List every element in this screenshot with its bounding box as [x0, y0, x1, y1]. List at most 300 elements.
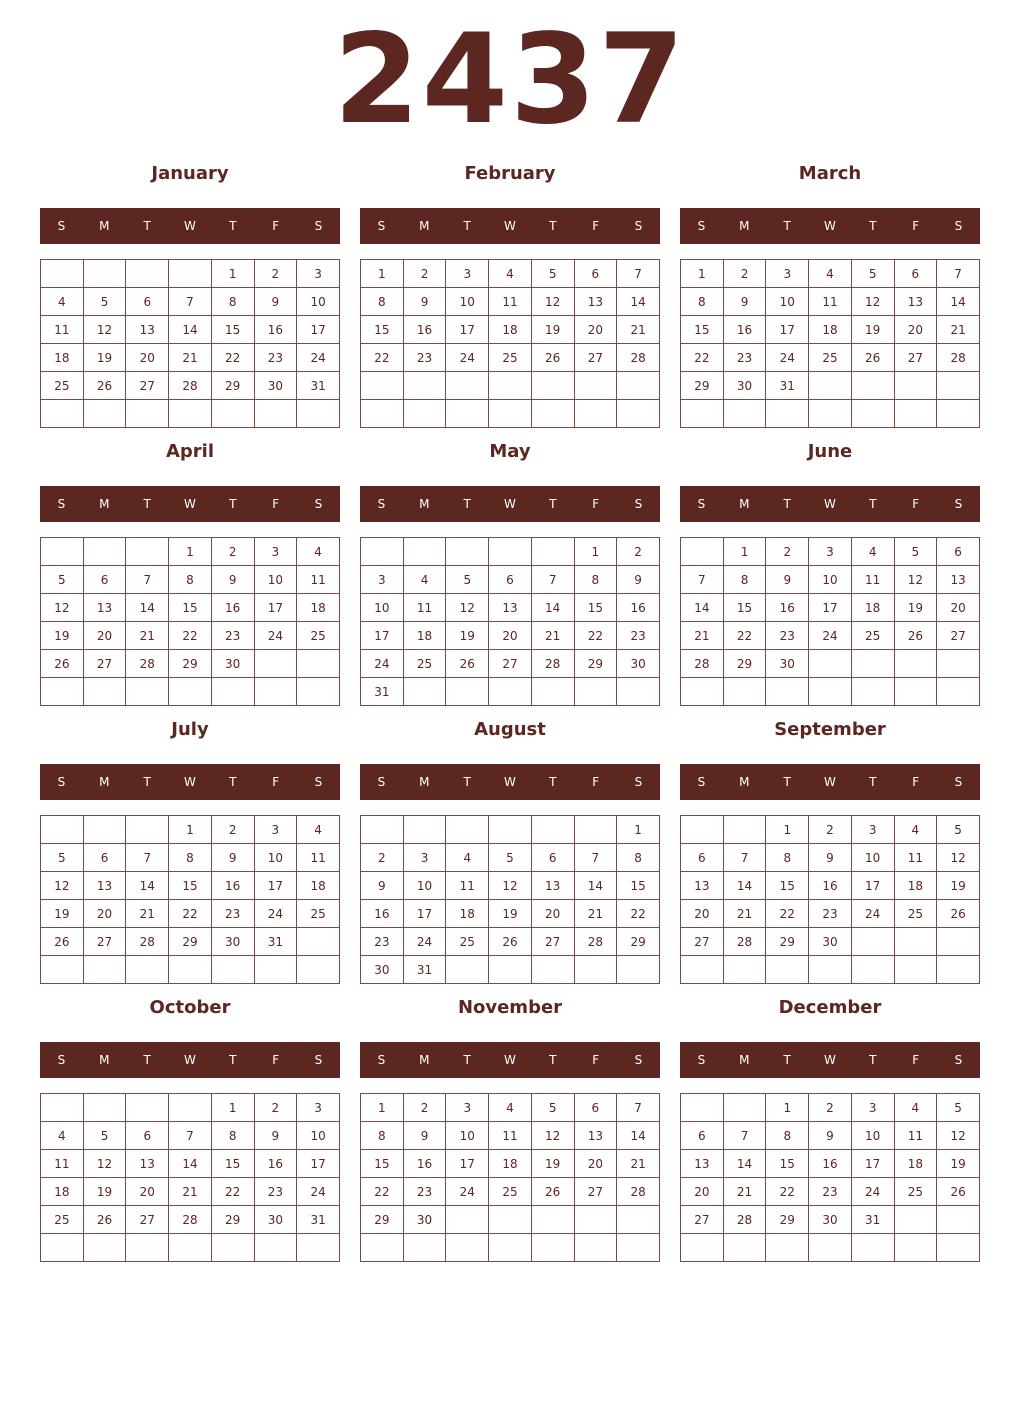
- day-cell: 25: [446, 928, 489, 956]
- empty-day-cell: [361, 816, 404, 844]
- day-cell: 16: [723, 316, 766, 344]
- day-grid: [40, 259, 340, 428]
- day-cell: 23: [211, 900, 254, 928]
- weekday-label: T: [783, 1053, 791, 1067]
- day-cell: 10: [297, 1122, 340, 1150]
- day-cell: 8: [169, 566, 212, 594]
- day-cell: 3: [446, 1094, 489, 1122]
- day-cell: 31: [297, 1206, 340, 1234]
- day-cell: 4: [809, 260, 852, 288]
- day-grid: [40, 815, 340, 984]
- week-row: [361, 1150, 660, 1178]
- day-cell: 15: [361, 316, 404, 344]
- day-cell: 17: [809, 594, 852, 622]
- day-grid: [360, 1093, 660, 1262]
- day-cell: 6: [681, 1122, 724, 1150]
- day-cell: 13: [937, 566, 980, 594]
- day-cell: 21: [723, 1178, 766, 1206]
- day-cell: 17: [403, 900, 446, 928]
- day-cell: 4: [41, 288, 84, 316]
- day-cell: 15: [766, 1150, 809, 1178]
- weekday-header: [40, 1042, 340, 1078]
- weekday-label: S: [954, 775, 963, 789]
- empty-day-cell: [681, 1094, 724, 1122]
- day-cell: 17: [361, 622, 404, 650]
- day-cell: 25: [297, 900, 340, 928]
- day-cell: 27: [937, 622, 980, 650]
- day-cell: 5: [851, 260, 894, 288]
- day-cell: 24: [254, 900, 297, 928]
- day-cell: 29: [169, 650, 212, 678]
- week-row: [681, 928, 980, 956]
- week-row: [41, 260, 340, 288]
- week-row: [41, 956, 340, 984]
- empty-day-cell: [723, 1094, 766, 1122]
- day-cell: 2: [254, 260, 297, 288]
- empty-day-cell: [446, 1206, 489, 1234]
- day-cell: 6: [83, 844, 126, 872]
- day-cell: 26: [937, 1178, 980, 1206]
- day-cell: 27: [681, 1206, 724, 1234]
- day-cell: 13: [894, 288, 937, 316]
- day-cell: 23: [403, 1178, 446, 1206]
- day-cell: 1: [766, 1094, 809, 1122]
- day-cell: 1: [574, 538, 617, 566]
- day-cell: 11: [446, 872, 489, 900]
- day-cell: 24: [254, 622, 297, 650]
- day-cell: 24: [403, 928, 446, 956]
- day-cell: 23: [403, 344, 446, 372]
- day-cell: 8: [617, 844, 660, 872]
- month-title: August: [474, 719, 546, 740]
- day-cell: 21: [617, 316, 660, 344]
- day-cell: 20: [83, 622, 126, 650]
- day-cell: 9: [361, 872, 404, 900]
- day-cell: 17: [446, 1150, 489, 1178]
- weekday-header: [680, 1042, 980, 1078]
- empty-day-cell: [809, 1234, 852, 1262]
- empty-day-cell: [894, 1206, 937, 1234]
- empty-day-cell: [361, 400, 404, 428]
- day-cell: 9: [403, 288, 446, 316]
- day-cell: 10: [446, 288, 489, 316]
- empty-day-cell: [83, 956, 126, 984]
- week-row: [681, 260, 980, 288]
- day-cell: 12: [851, 288, 894, 316]
- empty-day-cell: [531, 538, 574, 566]
- day-cell: 18: [851, 594, 894, 622]
- weekday-label: T: [549, 775, 557, 789]
- empty-day-cell: [617, 678, 660, 706]
- day-cell: 5: [937, 816, 980, 844]
- day-cell: 8: [574, 566, 617, 594]
- empty-day-cell: [169, 400, 212, 428]
- empty-day-cell: [617, 956, 660, 984]
- empty-day-cell: [211, 1234, 254, 1262]
- day-cell: 18: [41, 1178, 84, 1206]
- month-title: November: [457, 997, 563, 1018]
- week-row: [41, 622, 340, 650]
- weekday-label: F: [912, 1053, 920, 1067]
- day-cell: 17: [851, 872, 894, 900]
- day-cell: 14: [574, 872, 617, 900]
- empty-day-cell: [254, 1234, 297, 1262]
- day-cell: 12: [937, 844, 980, 872]
- day-cell: 11: [297, 844, 340, 872]
- day-cell: 7: [531, 566, 574, 594]
- day-cell: 22: [766, 1178, 809, 1206]
- day-cell: 18: [489, 316, 532, 344]
- day-cell: 25: [489, 1178, 532, 1206]
- week-row: [41, 844, 340, 872]
- week-row: [681, 316, 980, 344]
- week-row: [41, 872, 340, 900]
- day-cell: 13: [83, 594, 126, 622]
- empty-day-cell: [531, 1234, 574, 1262]
- empty-day-cell: [809, 372, 852, 400]
- day-cell: 16: [211, 872, 254, 900]
- day-cell: 14: [723, 1150, 766, 1178]
- day-cell: 12: [531, 1122, 574, 1150]
- day-cell: 10: [361, 594, 404, 622]
- day-grid: [40, 537, 340, 706]
- empty-day-cell: [489, 538, 532, 566]
- day-cell: 20: [574, 1150, 617, 1178]
- weekday-label: M: [739, 775, 750, 789]
- empty-day-cell: [41, 538, 84, 566]
- day-cell: 20: [126, 344, 169, 372]
- day-cell: 27: [531, 928, 574, 956]
- empty-day-cell: [126, 400, 169, 428]
- day-cell: 14: [617, 1122, 660, 1150]
- day-cell: 12: [41, 872, 84, 900]
- day-cell: 20: [894, 316, 937, 344]
- weekday-label: S: [634, 219, 643, 233]
- empty-day-cell: [937, 372, 980, 400]
- weekday-header: [360, 486, 660, 522]
- day-cell: 7: [574, 844, 617, 872]
- month-title: April: [165, 441, 215, 462]
- week-row: [41, 816, 340, 844]
- day-cell: 27: [489, 650, 532, 678]
- week-row: [681, 816, 980, 844]
- weekday-label: F: [592, 219, 600, 233]
- day-cell: 24: [851, 900, 894, 928]
- empty-day-cell: [254, 650, 297, 678]
- day-cell: 23: [254, 344, 297, 372]
- empty-day-cell: [446, 538, 489, 566]
- day-grid: [680, 1093, 980, 1262]
- weekday-label: S: [634, 1053, 643, 1067]
- empty-day-cell: [851, 928, 894, 956]
- empty-day-cell: [169, 678, 212, 706]
- day-cell: 5: [41, 566, 84, 594]
- day-cell: 2: [403, 1094, 446, 1122]
- day-cell: 3: [297, 260, 340, 288]
- day-cell: 1: [169, 538, 212, 566]
- day-cell: 24: [766, 344, 809, 372]
- day-cell: 21: [574, 900, 617, 928]
- week-row: [41, 1178, 340, 1206]
- day-cell: 29: [723, 650, 766, 678]
- week-row: [41, 594, 340, 622]
- empty-day-cell: [766, 1234, 809, 1262]
- weekday-label: S: [634, 497, 643, 511]
- weekday-label: F: [272, 775, 280, 789]
- empty-day-cell: [681, 400, 724, 428]
- weekday-label: S: [57, 497, 66, 511]
- empty-day-cell: [851, 372, 894, 400]
- week-row: [41, 538, 340, 566]
- day-cell: 19: [41, 622, 84, 650]
- day-cell: 2: [766, 538, 809, 566]
- day-cell: 22: [766, 900, 809, 928]
- day-cell: 9: [809, 844, 852, 872]
- week-row: [681, 344, 980, 372]
- empty-day-cell: [446, 1234, 489, 1262]
- weekday-label: M: [99, 219, 110, 233]
- empty-day-cell: [894, 928, 937, 956]
- day-cell: 18: [446, 900, 489, 928]
- day-cell: 15: [574, 594, 617, 622]
- empty-day-cell: [361, 1234, 404, 1262]
- weekday-label: S: [57, 775, 66, 789]
- day-cell: 16: [254, 1150, 297, 1178]
- empty-day-cell: [211, 400, 254, 428]
- weekday-label: S: [954, 219, 963, 233]
- day-cell: 31: [254, 928, 297, 956]
- day-cell: 15: [361, 1150, 404, 1178]
- day-cell: 25: [894, 900, 937, 928]
- day-cell: 6: [83, 566, 126, 594]
- day-cell: 2: [403, 260, 446, 288]
- empty-day-cell: [489, 1206, 532, 1234]
- week-row: [41, 928, 340, 956]
- day-cell: 12: [83, 316, 126, 344]
- empty-day-cell: [126, 1094, 169, 1122]
- day-cell: 21: [126, 622, 169, 650]
- empty-day-cell: [403, 538, 446, 566]
- day-cell: 5: [531, 1094, 574, 1122]
- day-cell: 27: [126, 1206, 169, 1234]
- day-cell: 2: [809, 816, 852, 844]
- day-cell: 17: [297, 316, 340, 344]
- day-cell: 24: [446, 344, 489, 372]
- day-cell: 6: [126, 288, 169, 316]
- weekday-label: T: [143, 775, 151, 789]
- day-cell: 16: [766, 594, 809, 622]
- day-cell: 1: [766, 816, 809, 844]
- day-cell: 10: [766, 288, 809, 316]
- empty-day-cell: [851, 650, 894, 678]
- empty-day-cell: [681, 678, 724, 706]
- day-cell: 30: [211, 650, 254, 678]
- day-cell: 16: [361, 900, 404, 928]
- day-cell: 7: [723, 1122, 766, 1150]
- empty-day-cell: [169, 1234, 212, 1262]
- empty-day-cell: [446, 816, 489, 844]
- empty-day-cell: [297, 1234, 340, 1262]
- day-cell: 5: [531, 260, 574, 288]
- day-grid: [360, 537, 660, 706]
- day-cell: 5: [446, 566, 489, 594]
- weekday-label: S: [57, 219, 66, 233]
- weekday-label: W: [184, 497, 196, 511]
- day-cell: 26: [531, 1178, 574, 1206]
- weekday-label: S: [314, 497, 323, 511]
- week-row: [681, 594, 980, 622]
- day-cell: 11: [41, 316, 84, 344]
- weekday-label: M: [419, 1053, 430, 1067]
- year-title: 2437: [333, 8, 687, 152]
- day-cell: 29: [574, 650, 617, 678]
- day-cell: 22: [211, 1178, 254, 1206]
- day-cell: 19: [937, 872, 980, 900]
- day-cell: 9: [254, 288, 297, 316]
- day-cell: 5: [489, 844, 532, 872]
- day-cell: 11: [894, 1122, 937, 1150]
- day-cell: 11: [489, 288, 532, 316]
- day-cell: 26: [851, 344, 894, 372]
- week-row: [41, 566, 340, 594]
- day-cell: 7: [617, 260, 660, 288]
- weekday-label: T: [783, 775, 791, 789]
- day-cell: 12: [937, 1122, 980, 1150]
- weekday-label: W: [184, 219, 196, 233]
- day-cell: 14: [531, 594, 574, 622]
- empty-day-cell: [126, 956, 169, 984]
- empty-day-cell: [169, 260, 212, 288]
- day-cell: 4: [894, 816, 937, 844]
- week-row: [361, 594, 660, 622]
- week-row: [681, 1122, 980, 1150]
- week-row: [681, 650, 980, 678]
- day-cell: 25: [851, 622, 894, 650]
- empty-day-cell: [403, 400, 446, 428]
- weekday-header: [680, 208, 980, 244]
- day-cell: 1: [681, 260, 724, 288]
- day-cell: 13: [681, 872, 724, 900]
- day-cell: 28: [574, 928, 617, 956]
- empty-day-cell: [766, 678, 809, 706]
- day-cell: 23: [361, 928, 404, 956]
- day-cell: 15: [211, 1150, 254, 1178]
- day-cell: 17: [254, 872, 297, 900]
- day-cell: 1: [617, 816, 660, 844]
- day-cell: 9: [211, 566, 254, 594]
- week-row: [681, 956, 980, 984]
- weekday-label: S: [954, 497, 963, 511]
- week-row: [361, 928, 660, 956]
- weekday-label: T: [229, 1053, 237, 1067]
- day-cell: 22: [681, 344, 724, 372]
- week-row: [681, 566, 980, 594]
- day-cell: 30: [809, 1206, 852, 1234]
- day-cell: 21: [617, 1150, 660, 1178]
- week-row: [361, 956, 660, 984]
- day-cell: 30: [809, 928, 852, 956]
- week-row: [361, 260, 660, 288]
- day-cell: 8: [766, 844, 809, 872]
- day-cell: 30: [361, 956, 404, 984]
- day-cell: 3: [446, 260, 489, 288]
- day-cell: 7: [126, 844, 169, 872]
- empty-day-cell: [41, 1234, 84, 1262]
- day-cell: 25: [297, 622, 340, 650]
- day-cell: 28: [723, 1206, 766, 1234]
- day-cell: 10: [297, 288, 340, 316]
- day-cell: 16: [403, 1150, 446, 1178]
- empty-day-cell: [894, 372, 937, 400]
- weekday-label: T: [143, 219, 151, 233]
- day-cell: 27: [681, 928, 724, 956]
- weekday-label: M: [419, 219, 430, 233]
- day-cell: 12: [894, 566, 937, 594]
- weekday-label: T: [143, 1053, 151, 1067]
- day-cell: 15: [723, 594, 766, 622]
- empty-day-cell: [403, 372, 446, 400]
- weekday-label: T: [143, 497, 151, 511]
- day-cell: 14: [169, 1150, 212, 1178]
- day-cell: 6: [894, 260, 937, 288]
- weekday-label: S: [377, 219, 386, 233]
- day-cell: 13: [126, 316, 169, 344]
- week-row: [361, 872, 660, 900]
- empty-day-cell: [723, 1234, 766, 1262]
- empty-day-cell: [617, 1234, 660, 1262]
- weekday-label: W: [824, 497, 836, 511]
- weekday-label: M: [739, 219, 750, 233]
- week-row: [681, 1094, 980, 1122]
- day-cell: 11: [489, 1122, 532, 1150]
- day-cell: 3: [809, 538, 852, 566]
- day-cell: 7: [617, 1094, 660, 1122]
- weekday-header: [40, 486, 340, 522]
- weekday-label: M: [99, 775, 110, 789]
- day-cell: 19: [894, 594, 937, 622]
- empty-day-cell: [937, 1206, 980, 1234]
- empty-day-cell: [574, 816, 617, 844]
- weekday-label: T: [783, 497, 791, 511]
- weekday-label: M: [419, 497, 430, 511]
- day-cell: 15: [681, 316, 724, 344]
- day-grid: [40, 1093, 340, 1262]
- day-cell: 10: [851, 844, 894, 872]
- weekday-label: S: [377, 1053, 386, 1067]
- day-cell: 18: [809, 316, 852, 344]
- empty-day-cell: [126, 260, 169, 288]
- day-cell: 19: [83, 1178, 126, 1206]
- week-row: [681, 1206, 980, 1234]
- day-cell: 22: [574, 622, 617, 650]
- week-row: [361, 650, 660, 678]
- day-cell: 11: [41, 1150, 84, 1178]
- day-cell: 2: [211, 538, 254, 566]
- day-cell: 12: [83, 1150, 126, 1178]
- day-cell: 2: [361, 844, 404, 872]
- empty-day-cell: [766, 400, 809, 428]
- weekday-label: S: [377, 497, 386, 511]
- day-cell: 19: [937, 1150, 980, 1178]
- weekday-label: T: [229, 775, 237, 789]
- week-row: [361, 1178, 660, 1206]
- week-row: [681, 372, 980, 400]
- day-cell: 1: [211, 1094, 254, 1122]
- day-cell: 28: [723, 928, 766, 956]
- week-row: [681, 288, 980, 316]
- day-cell: 19: [41, 900, 84, 928]
- day-cell: 22: [361, 344, 404, 372]
